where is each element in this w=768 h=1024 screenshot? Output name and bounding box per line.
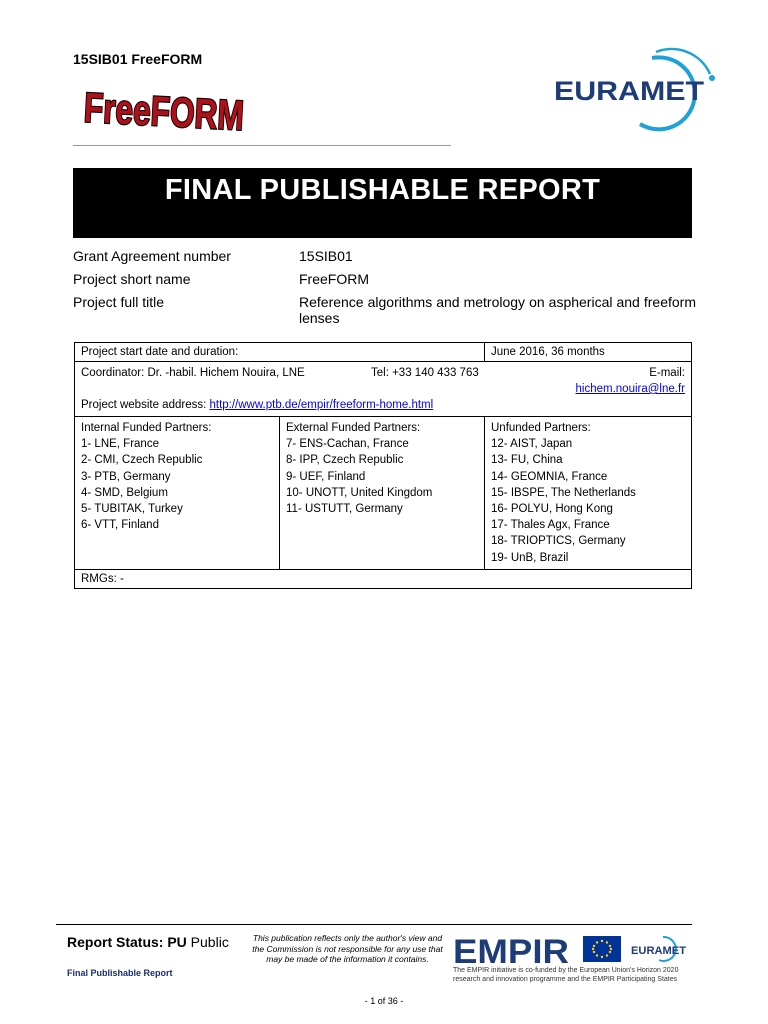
header-divider [73,145,451,146]
internal-title: Internal Funded Partners: [81,422,212,434]
list-item: 18- TRIOPTICS, Germany [491,535,626,548]
list-item: 12- AIST, Japan [491,438,573,451]
empir-logo [453,932,693,971]
website-link[interactable]: http://www.ptb.de/empir/freeform-home.html [209,399,434,411]
page-number: - 1 of 36 - [364,996,404,1006]
disclaimer-text: This publication reflects only the author's view and the Commission is not responsible for any use that may be made of the information it contains. [252,933,443,964]
coordinator-name: Coordinator: Dr. -habil. Hichem Nouira, LNE [81,367,305,379]
report-status-label: Report Status: PU [67,934,187,950]
rmgs-cell: RMGs: - [75,569,692,588]
website-label: Project website address: [81,399,210,411]
start-label-cell: Project start date and duration: [75,343,485,362]
footer-document-name: Final Publishable Report [67,968,173,978]
project-code: 15SIB01 FreeFORM [73,51,203,67]
list-item: 3- PTB, Germany [81,470,171,483]
unfunded-title: Unfunded Partners: [491,422,591,434]
email-link[interactable]: hichem.nouira@lne.fr [575,383,685,395]
start-value-cell: June 2016, 36 months [485,343,692,362]
list-item: 19- UnB, Brazil [491,551,569,564]
list-item: 13- FU, China [491,454,563,467]
list-item: 15- IBSPE, The Netherlands [491,486,636,499]
report-status-value: Public [186,934,229,950]
list-item: 4- SMD, Belgium [81,486,168,499]
table-row-coordinator [75,362,692,417]
list-item: 11- USTUTT, Germany [286,503,403,516]
footer-divider [56,924,692,925]
list-item: 1- LNE, France [81,438,159,451]
freeform-logo [80,80,298,142]
table-row-partners [75,417,692,570]
euramet-logo-text: EURAMET [554,76,705,106]
project-info-table [74,342,692,589]
list-item: 16- POLYU, Hong Kong [491,503,613,516]
unfunded-partners-cell [485,417,692,570]
external-partners-cell [280,417,485,570]
empir-logo-text: EMPIR [453,933,569,971]
full-title-value: Reference algorithms and metrology on aspherical and freeform lenses [299,294,696,326]
short-name-label: Project short name [73,271,191,287]
table-row-start [75,343,692,362]
freeform-logo-text: FreeFORM [82,83,298,142]
list-item: 10- UNOTT, United Kingdom [286,486,433,499]
table-row-rmgs [75,569,692,588]
page-title: FINAL PUBLISHABLE REPORT [164,174,601,206]
internal-partners-cell [75,417,280,570]
euramet-small-text: EURAMET [631,945,687,957]
list-item: 8- IPP, Czech Republic [286,454,404,467]
coordinator-tel: Tel: +33 140 433 763 [371,367,479,379]
euramet-logo [552,50,722,134]
grant-label: Grant Agreement number [73,248,231,264]
list-item: 9- UEF, Finland [286,470,366,483]
report-status [67,934,229,950]
email-label: E-mail: [649,367,685,379]
empir-funding-note: The EMPIR initiative is co-funded by the European Union's Horizon 2020 research and innovation programme and the EMPIR Participating States [453,967,679,983]
grant-value: 15SIB01 [299,248,353,264]
short-name-value: FreeFORM [299,271,369,287]
list-item: 14- GEOMNIA, France [491,470,608,483]
coordinator-cell [75,362,692,417]
list-item: 2- CMI, Czech Republic [81,454,203,467]
full-title-label: Project full title [73,294,165,310]
title-banner [73,168,692,238]
list-item: 7- ENS-Cachan, France [286,438,409,451]
external-title: External Funded Partners: [286,422,421,434]
list-item: 17- Thales Agx, France [491,519,610,532]
list-item: 6- VTT, Finland [81,519,159,532]
list-item: 5- TUBITAK, Turkey [81,503,183,516]
